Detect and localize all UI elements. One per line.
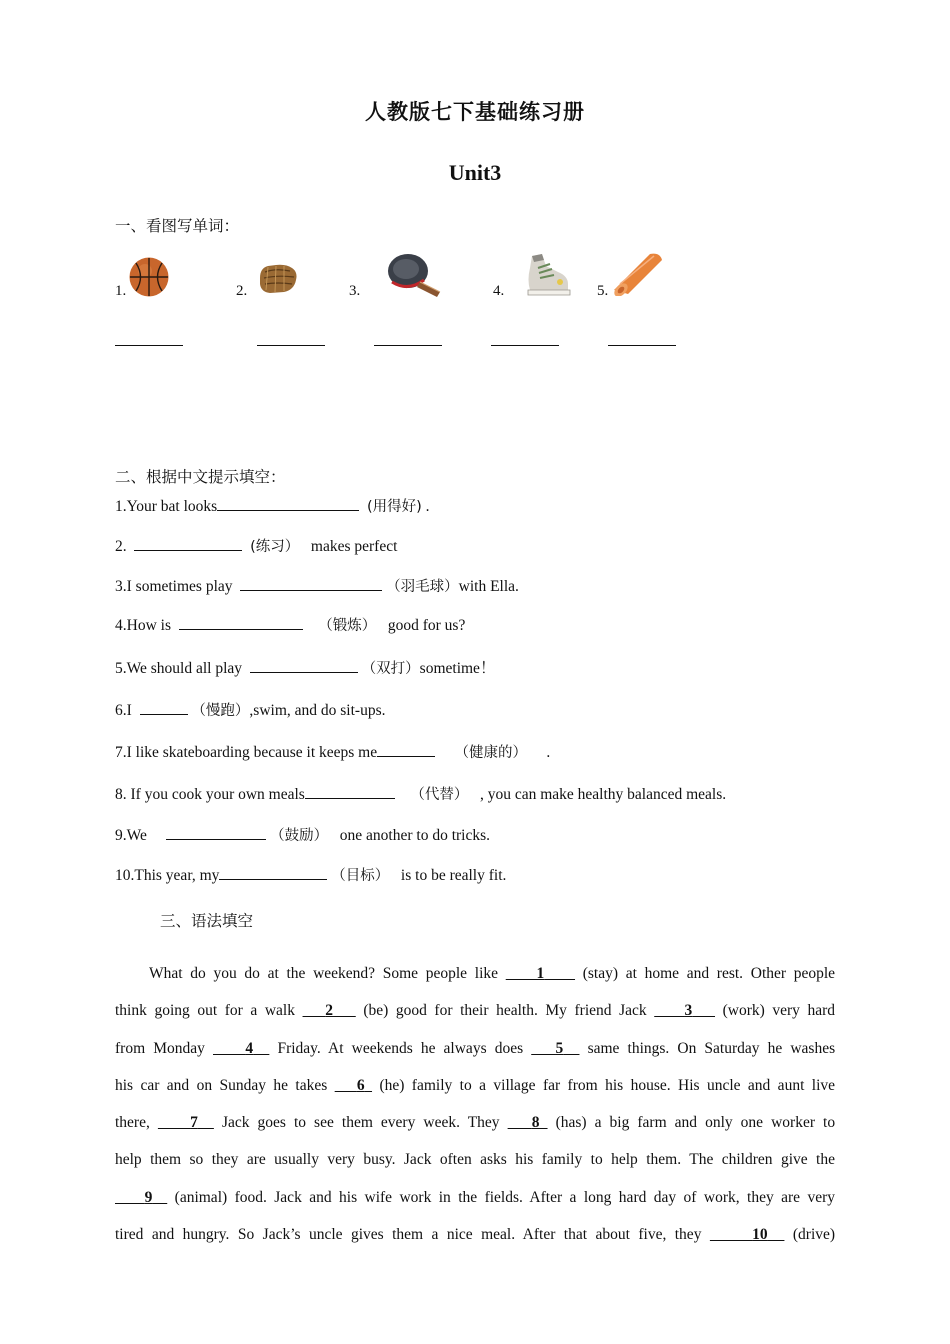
- passage-line-2: think going out for a walk 2 (be) good for their health. My friend Jack 3 (work) very hard: [115, 1002, 836, 1020]
- fill-blank[interactable]: [166, 825, 266, 840]
- gap-8[interactable]: 8: [531, 1114, 540, 1132]
- item-2-number: 2.: [236, 283, 248, 299]
- question-6: 6.I （慢跑）,swim, and do sit-ups.: [115, 702, 386, 719]
- question-2: 2. (练习） makes perfect: [115, 538, 398, 555]
- gap-10[interactable]: 10: [752, 1226, 768, 1244]
- gap-1[interactable]: 1: [536, 965, 545, 982]
- passage-line-3: from Monday 4 Friday. At weekends he always does 5 same things. On Saturday he washes: [115, 1039, 836, 1057]
- page-title: 人教版七下基础练习册: [365, 100, 585, 124]
- section3-heading: 三、语法填空: [160, 912, 254, 930]
- gap-9[interactable]: 9: [144, 1188, 153, 1206]
- gap-4[interactable]: 4: [245, 1039, 254, 1057]
- fill-blank[interactable]: [240, 576, 382, 591]
- unit-heading: Unit3: [448, 160, 502, 185]
- gap-2[interactable]: 2: [325, 1002, 334, 1020]
- question-8: 8. If you cook your own meals （代替） , you can make healthy balanced meals.: [115, 786, 727, 803]
- gap-3[interactable]: 3: [684, 1002, 693, 1020]
- question-5: 5.We should all play （双打）sometime！: [115, 660, 496, 677]
- fill-blank[interactable]: [140, 700, 188, 715]
- baseball-glove-icon: [256, 262, 300, 296]
- section2-heading: 二、根据中文提示填空：: [115, 468, 286, 486]
- sneaker-icon: [524, 250, 572, 298]
- answer-blank-4[interactable]: [491, 333, 559, 346]
- passage-line-5: there, 7 Jack goes to see them every week. They 8 (has) a big farm and only one worker to: [115, 1114, 836, 1132]
- passage-line-1: What do you do at the weekend? Some people like 1 (stay) at home and rest. Other people: [149, 965, 836, 982]
- ping-pong-bat-icon: [386, 252, 444, 298]
- answer-blank-2[interactable]: [257, 333, 325, 346]
- gap-5[interactable]: 5: [555, 1039, 564, 1057]
- fill-blank[interactable]: [250, 658, 358, 673]
- fill-blank[interactable]: [305, 784, 395, 799]
- fill-blank[interactable]: [219, 865, 327, 880]
- fill-blank[interactable]: [134, 536, 242, 551]
- passage-line-7: 9 (animal) food. Jack and his wife work in the fields. After a long hard day of work, they are very: [115, 1179, 835, 1216]
- item-5-number: 5.: [597, 283, 609, 299]
- cloze-passage: [115, 955, 835, 1253]
- question-10: 10.This year, my （目标） is to be really fit.: [115, 867, 507, 884]
- fill-blank[interactable]: [377, 742, 435, 757]
- gap-6[interactable]: 6: [356, 1076, 365, 1094]
- basketball-icon: [128, 256, 170, 298]
- yoga-mat-icon: [610, 250, 664, 296]
- item-4-number: 4.: [493, 283, 505, 299]
- passage-line-4: his car and on Sunday he takes 6 (he) family to a village far from his house. His uncle and aunt live: [115, 1076, 836, 1094]
- passage-line-6: help them so they are usually very busy. Jack often asks his family to help them. The children give the: [115, 1151, 835, 1169]
- question-4: 4.How is （锻炼） good for us?: [115, 617, 466, 634]
- answer-blank-3[interactable]: [374, 333, 442, 346]
- section1-heading: 一、看图写单词：: [115, 217, 240, 235]
- fill-blank[interactable]: [179, 615, 303, 630]
- passage-line-8: tired and hungry. So Jack’s uncle gives them a nice meal. After that about five, they 10 (drive): [115, 1226, 836, 1244]
- item-1-number: 1.: [115, 283, 127, 299]
- fill-blank[interactable]: [217, 496, 359, 511]
- question-1: 1.Your bat looks (用得好) .: [115, 498, 430, 515]
- question-9: 9.We （鼓励） one another to do tricks.: [115, 827, 491, 844]
- question-7: 7.I like skateboarding because it keeps me （健康的） .: [115, 744, 551, 761]
- answer-blank-1[interactable]: [115, 333, 183, 346]
- gap-7[interactable]: 7: [190, 1114, 198, 1132]
- answer-blank-5[interactable]: [608, 333, 676, 346]
- question-3: 3.I sometimes play （羽毛球）with Ella.: [115, 578, 519, 595]
- item-3-number: 3.: [349, 283, 361, 299]
